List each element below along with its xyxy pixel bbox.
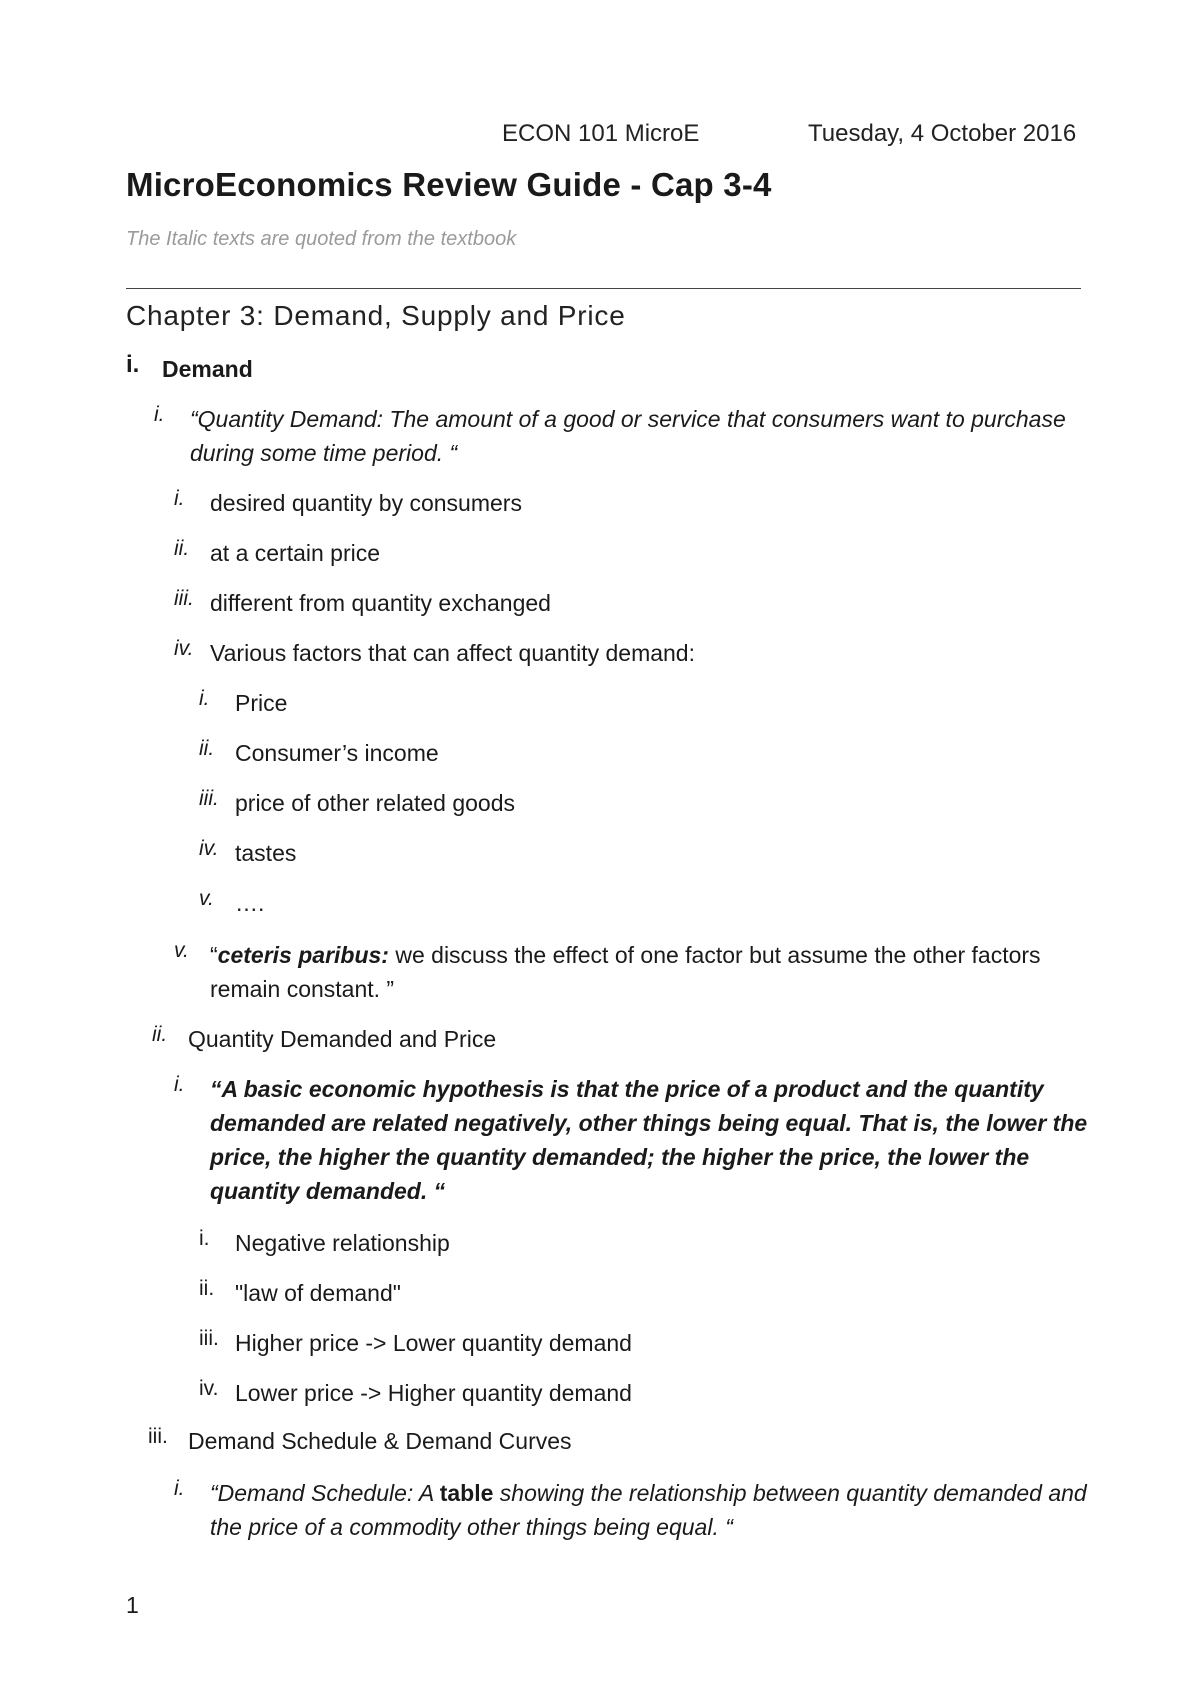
list-marker: i. [126, 351, 140, 378]
list-item [174, 486, 522, 520]
outline-item-quantity-demanded-price [152, 1022, 497, 1056]
factor-item [199, 736, 439, 770]
list-item [199, 1376, 632, 1410]
ceteris-paribus-item [174, 938, 1090, 1006]
running-header [0, 120, 1200, 150]
list-item-text: at a certain price [210, 540, 381, 566]
header-date: Tuesday, 4 October 2016 [808, 120, 1077, 147]
outline-item-quantity-demand [154, 402, 1070, 470]
list-item-text: desired quantity by consumers [210, 490, 522, 516]
list-item [174, 636, 695, 670]
section-label: Demand Schedule & Demand Curves [188, 1428, 572, 1454]
quote-text: “A basic economic hypothesis is that the price of a product and the quantity demanded are related negatively, other things being equal. That is, the lower the price, the higher the quantity demanded; the higher the price, the lower the quantity demanded. “ [210, 1076, 1088, 1204]
outline-item-demand [126, 351, 253, 386]
list-marker: iv. [199, 1377, 219, 1400]
list-marker: iii. [148, 1425, 168, 1448]
title-divider [126, 288, 1081, 289]
quote-part: “Demand Schedule: A [210, 1480, 440, 1506]
ceteris-paribus-text [210, 938, 1090, 1006]
list-marker: iv. [199, 837, 219, 860]
list-marker: iii. [174, 587, 194, 610]
list-item [174, 536, 381, 570]
page-number: 1 [126, 1592, 139, 1618]
section-label: Quantity Demanded and Price [188, 1026, 497, 1052]
list-item [199, 1226, 450, 1260]
list-marker: iii. [199, 1327, 219, 1350]
list-item-text: "law of demand" [235, 1280, 401, 1306]
factor-item [199, 686, 288, 720]
definition-body: The amount of a good or service that consumers want to purchase during some time period. “ [190, 406, 1066, 466]
quote-mark: “ [210, 942, 218, 968]
definition-term: ceteris paribus: [217, 942, 389, 968]
course-code: ECON 101 MicroE [502, 120, 700, 147]
list-marker: i. [154, 403, 165, 426]
list-marker: i. [199, 687, 210, 710]
list-item-text: Negative relationship [235, 1230, 450, 1256]
list-item-text: Higher price -> Lower quantity demand [235, 1330, 632, 1356]
quote-part: showing the relationship between quantity demanded and the price of a commodity other things being equal. “ [210, 1480, 1087, 1540]
quote-mark: “ [190, 406, 198, 432]
list-marker: v. [199, 887, 214, 910]
list-marker: i. [199, 1227, 210, 1250]
list-marker: ii. [199, 1277, 215, 1300]
list-item-text: price of other related goods [235, 790, 516, 816]
list-marker: iv. [174, 637, 194, 660]
outline-item-demand-schedule [148, 1424, 572, 1458]
list-marker: i. [174, 1477, 185, 1500]
page-title: MicroEconomics Review Guide - Cap 3-4 [126, 166, 772, 203]
list-marker: iii. [199, 787, 219, 810]
quote-text [210, 1476, 1090, 1544]
factor-item [199, 836, 297, 870]
list-item [199, 1326, 632, 1360]
list-item-text: Various factors that can affect quantity demand: [210, 640, 695, 666]
list-item [174, 586, 551, 620]
chapter-heading: Chapter 3: Demand, Supply and Price [126, 300, 626, 331]
page-subtitle: The Italic texts are quoted from the textbook [126, 228, 517, 250]
list-item-text: Consumer’s income [235, 740, 439, 766]
list-item [199, 1276, 401, 1310]
list-item-text: Lower price -> Higher quantity demand [235, 1380, 632, 1406]
list-marker: ii. [174, 537, 190, 560]
factor-item [199, 886, 265, 920]
list-item-text: different from quantity exchanged [210, 590, 551, 616]
definition-term: Quantity Demand: [197, 406, 384, 432]
definition-body: we discuss the effect of one factor but assume the other factors remain constant. ” [210, 942, 1041, 1002]
emphasis-term: table [439, 1480, 494, 1506]
factor-item [199, 786, 516, 820]
hypothesis-quote [174, 1072, 1090, 1208]
definition-text [190, 402, 1070, 470]
list-marker: v. [174, 939, 189, 962]
list-item-text: Price [235, 690, 288, 716]
list-item-text: …. [235, 890, 265, 916]
list-marker: i. [174, 487, 185, 510]
list-marker: i. [174, 1073, 185, 1096]
demand-schedule-quote [174, 1476, 1090, 1544]
list-item-text: tastes [235, 840, 297, 866]
list-marker: ii. [152, 1023, 168, 1046]
section-label: Demand [162, 356, 253, 382]
list-marker: ii. [199, 737, 215, 760]
